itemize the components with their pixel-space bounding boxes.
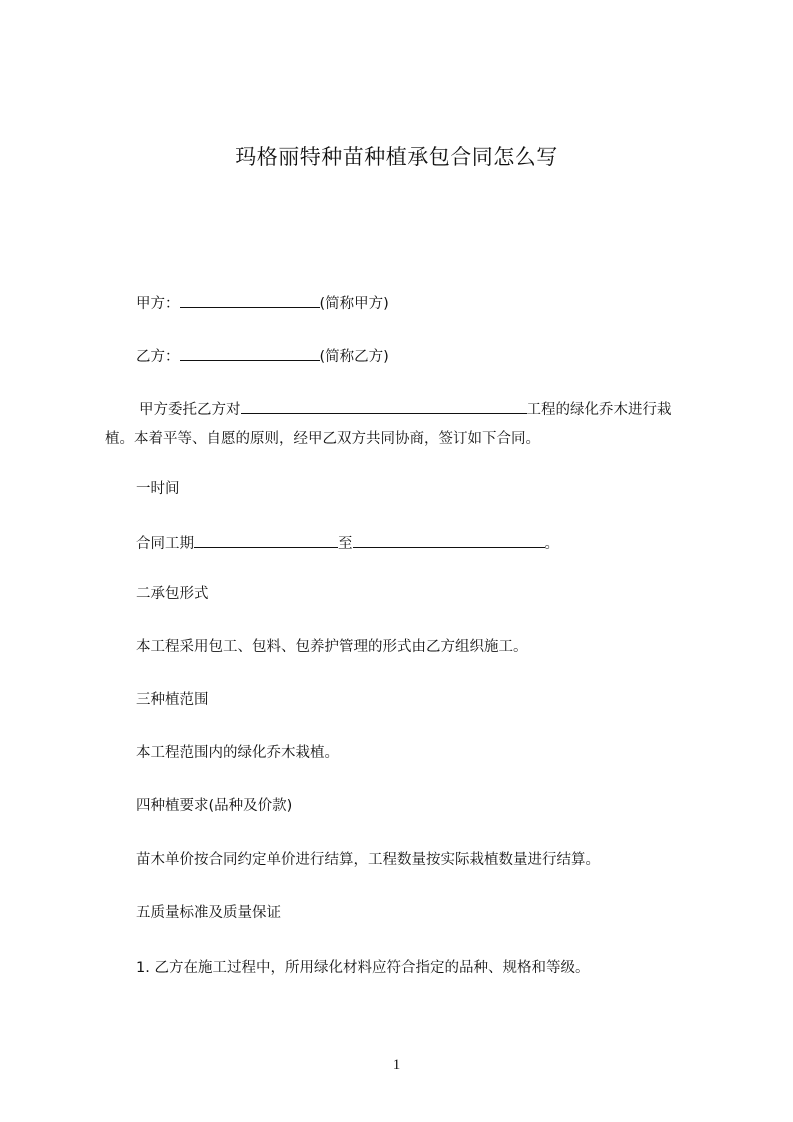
project-name-blank	[241, 398, 527, 414]
period-middle: 至	[338, 536, 353, 552]
period-start-blank	[194, 532, 338, 548]
intro-line-2: 植。本着平等、自愿的原则，经甲乙双方共同协商，签订如下合同。	[105, 431, 540, 447]
section-3-heading: 三种植范围	[136, 692, 209, 708]
party-a-suffix: (简称甲方)	[319, 296, 389, 312]
period-suffix: 。	[544, 536, 559, 552]
intro-suffix: 工程的绿化乔木进行栽	[526, 402, 672, 418]
section-4-text: 苗木单价按合同约定单价进行结算，工程数量按实际栽植数量进行结算。	[136, 852, 600, 868]
party-b-label: 乙方：	[136, 349, 180, 365]
section-4-heading: 四种植要求(品种及价款)	[136, 798, 293, 814]
section-3-text: 本工程范围内的绿化乔木栽植。	[136, 745, 339, 761]
section-2-text: 本工程采用包工、包料、包养护管理的形式由乙方组织施工。	[136, 639, 528, 655]
intro-line-1	[105, 396, 715, 425]
party-a-label: 甲方：	[136, 296, 180, 312]
page-number: 1	[392, 1057, 401, 1073]
section-5-item-1: 1. 乙方在施工过程中，所用绿化材料应符合指定的品种、规格和等级。	[136, 960, 590, 976]
party-a-blank	[180, 292, 320, 308]
intro-paragraph	[105, 396, 715, 454]
document-title: 玛格丽特种苗种植承包合同怎么写	[235, 145, 558, 169]
contract-period-line	[136, 532, 559, 554]
period-end-blank	[353, 532, 545, 548]
party-b-blank	[180, 345, 320, 361]
period-prefix: 合同工期	[136, 536, 194, 552]
section-1-heading: 一时间	[136, 481, 180, 497]
party-a-line	[136, 292, 389, 314]
intro-prefix: 甲方委托乙方对	[139, 402, 241, 418]
party-b-line	[136, 345, 389, 367]
section-5-heading: 五质量标准及质量保证	[136, 905, 281, 921]
party-b-suffix: (简称乙方)	[319, 349, 389, 365]
section-2-heading: 二承包形式	[136, 586, 209, 602]
